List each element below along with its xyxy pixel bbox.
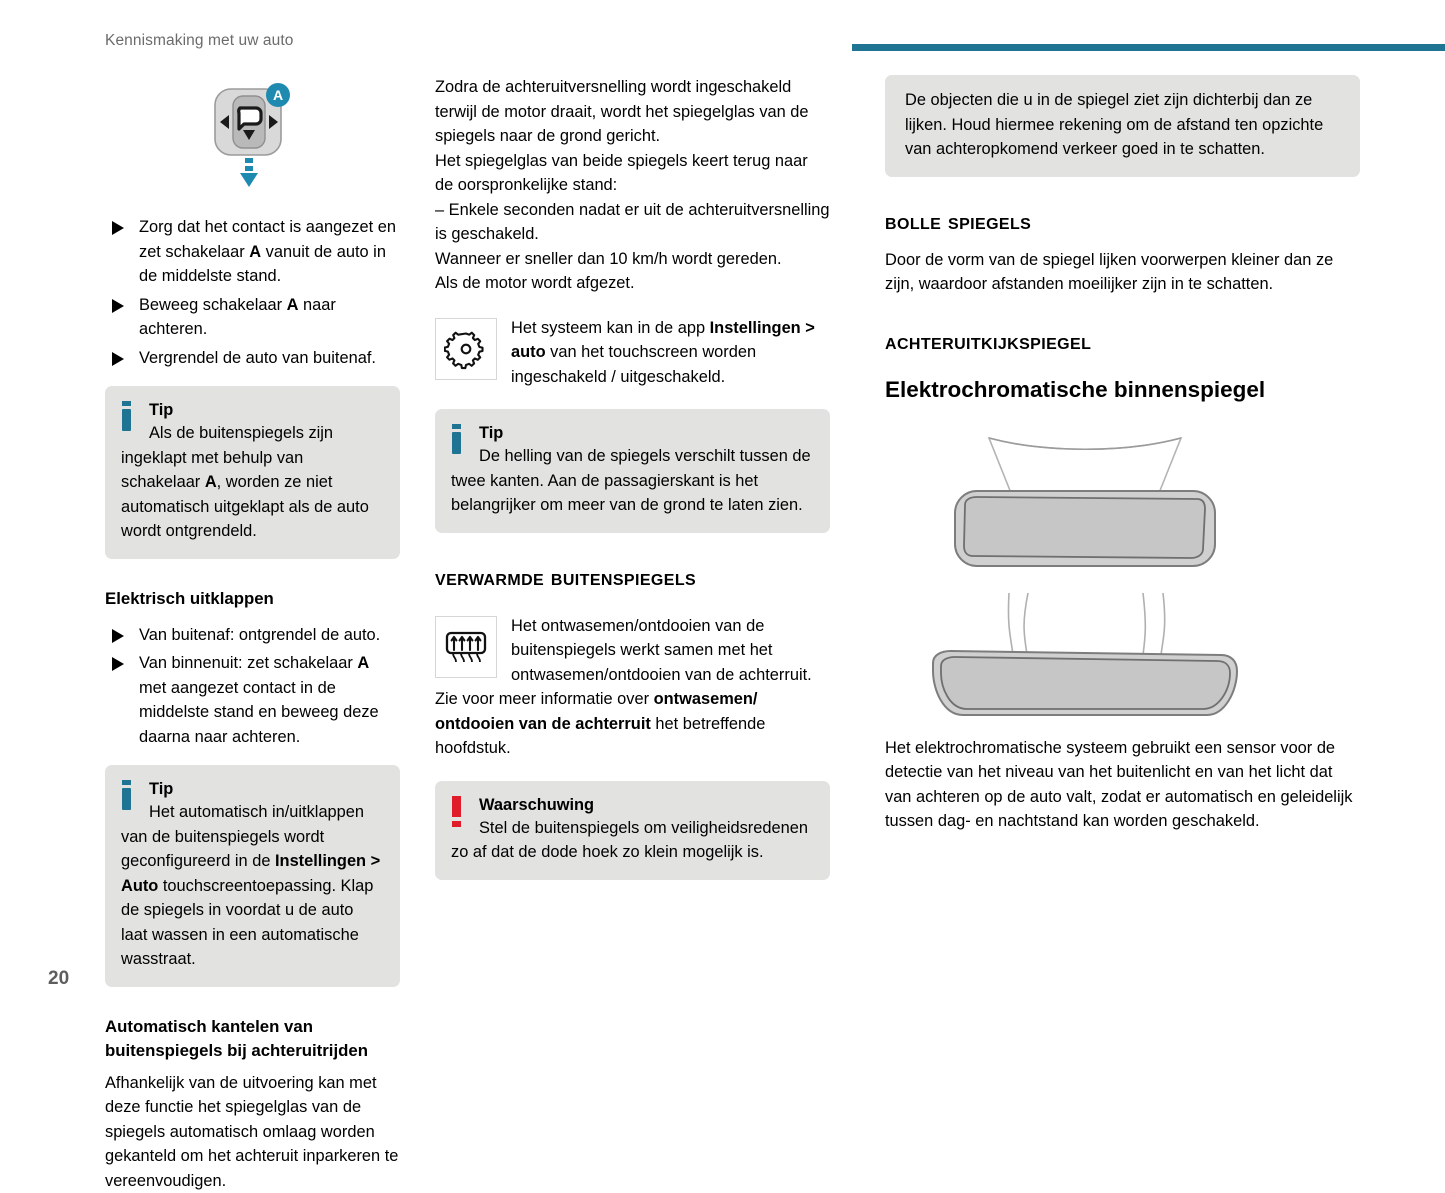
step-text: Beweeg schakelaar A naar achteren. (139, 296, 336, 339)
heading-heated-mirrors: verwarmde buitenspiegels (435, 561, 830, 594)
column-2 (430, 75, 860, 1193)
tip-body (451, 444, 814, 518)
gear-note-text: Het systeem kan in de app Instellingen > auto van het touchscreen worden ingeschakeld / uitgeschakeld. (511, 319, 815, 386)
info-icon (122, 780, 131, 810)
heading-convex-mirrors: bolle spiegels (885, 205, 1360, 238)
arrow-bullet-icon (112, 352, 124, 366)
mirror-switch-svg (193, 80, 313, 190)
column-3 (860, 75, 1445, 1193)
tip-heading: Tip (451, 422, 814, 444)
heated-note-text-2: Zie voor meer informatie over ontwasemen/ ontdooien van de achterruit het betreffende hoofdstuk. (435, 690, 765, 757)
page-number: 20 (48, 968, 69, 990)
arrow-bullet-icon (112, 221, 124, 235)
step-text: Zorg dat het contact is aangezet en zet schakelaar A vanuit de auto in de middelste stand. (139, 218, 396, 285)
info-icon (122, 401, 131, 431)
paragraph-reverse-tilt: Zodra de achteruitversnelling wordt ingeschakeld terwijl de motor draait, wordt het spiegelglas van de spiegels naar de grond gericht. (435, 75, 830, 149)
heated-mirror-note (435, 614, 830, 761)
fold-steps-list (105, 215, 400, 370)
unfold-steps-list (105, 623, 400, 750)
heading-electrochromatic-mirror: Elektrochromatische binnenspiegel (885, 374, 1360, 405)
info-icon (452, 424, 461, 454)
rearview-mirror-illustration (885, 423, 1285, 728)
heated-note-text-1: Het ontwasemen/ontdooien van de buitenspiegels werkt samen met het ontwasemen/ontdooien van de achterruit. (511, 617, 812, 684)
warning-body (451, 816, 814, 865)
warning-icon (452, 796, 461, 826)
gear-icon-svg (444, 327, 488, 371)
tip-callout-fold (105, 386, 400, 559)
defrost-icon-svg (443, 627, 489, 667)
heading-rearview-mirror: achteruitkijkspiegel (885, 325, 1360, 358)
rearview-mirror-svg (885, 423, 1285, 723)
tip-body: Het automatisch in/uitklappen van de buitenspiegels wordt geconfigureerd in de Instellingen > Auto touchscreentoepassing. Klap de spiegels in voordat u de auto laat wassen in een automatische wasstraat. (121, 800, 384, 972)
paragraph-return-position: Het spiegelglas van beide spiegels keert terug naar de oorspronkelijke stand: (435, 149, 830, 198)
gear-icon (435, 318, 497, 380)
column-1 (0, 75, 430, 1193)
page-header-title: Kennismaking met uw auto (105, 32, 294, 50)
paragraph-convex-mirrors: Door de vorm van de spiegel lijken voorwerpen kleiner dan ze zijn, waardoor afstanden moeilijker zijn in te schatten. (885, 248, 1360, 297)
warning-body-text: Stel de buitenspiegels om veiligheidsredenen zo af dat de dode hoek zo klein mogelijk is. (451, 819, 808, 862)
tip-heading: Tip (121, 399, 384, 421)
paragraph-return-cond-2: Wanneer er sneller dan 10 km/h wordt gereden. (435, 247, 830, 272)
tip-body: Als de buitenspiegels zijn ingeklapt met behulp van schakelaar A, worden ze niet automatisch uitgeklapt als de auto wordt ontgrendeld. (121, 421, 384, 544)
list-item (105, 215, 400, 289)
list-item (105, 293, 400, 342)
gear-note (435, 316, 830, 390)
step-text: Van buitenaf: ontgrendel de auto. (139, 626, 380, 644)
step-text: Vergrendel de auto van buitenaf. (139, 349, 376, 367)
paragraph-return-cond-1: – Enkele seconden nadat er uit de achteruitversnelling is geschakeld. (435, 198, 830, 247)
defrost-icon (435, 616, 497, 678)
list-item (105, 623, 400, 648)
switch-badge-label: A (272, 87, 282, 103)
paragraph-electrochromatic: Het elektrochromatische systeem gebruikt een sensor voor de detectie van het niveau van het buitenlicht en van het licht dat van achteren op de auto valt, zodat er automatisch en geleidelijk tussen dag- en nachtstand kan worden geschakeld. (885, 736, 1360, 834)
heading-auto-tilt: Automatisch kantelen van buitenspiegels bij achteruitrijden (105, 1015, 400, 1063)
page-header (0, 0, 1445, 60)
list-item (105, 651, 400, 749)
step-text: Van binnenuit: zet schakelaar A met aangezet contact in de middelste stand en beweeg deze daarna naar achteren. (139, 654, 379, 746)
mirror-switch-illustration (193, 75, 313, 195)
tip-body-text: De helling van de spiegels verschilt tussen de twee kanten. Aan de passagierskant is het belangrijker om meer van de grond te laten zien. (451, 447, 811, 514)
paragraph-auto-tilt: Afhankelijk van de uitvoering kan met deze functie het spiegelglas van de spiegels automatisch omlaag worden gekanteld om het achteruit inparkeren te vereenvoudigen. (105, 1071, 400, 1193)
arrow-bullet-icon (112, 657, 124, 671)
tip-callout-tilt-sides (435, 409, 830, 533)
arrow-bullet-icon (112, 299, 124, 313)
tip-callout-config (105, 765, 400, 987)
tip-heading: Tip (121, 778, 384, 800)
arrow-bullet-icon (112, 629, 124, 643)
paragraph-return-cond-3: Als de motor wordt afgezet. (435, 271, 830, 296)
heading-electric-unfold: Elektrisch uitklappen (105, 587, 400, 611)
header-accent-rule (852, 44, 1445, 51)
note-callout-objects-closer (885, 75, 1360, 177)
page-columns (0, 75, 1445, 1193)
note-body: De objecten die u in de spiegel ziet zijn dichterbij dan ze lijken. Houd hiermee rekening om de afstand ten opzichte van achteropkomend verkeer goed in te schatten. (901, 88, 1344, 162)
list-item (105, 346, 400, 371)
warning-callout-blindspot (435, 781, 830, 880)
warning-heading: Waarschuwing (451, 794, 814, 816)
